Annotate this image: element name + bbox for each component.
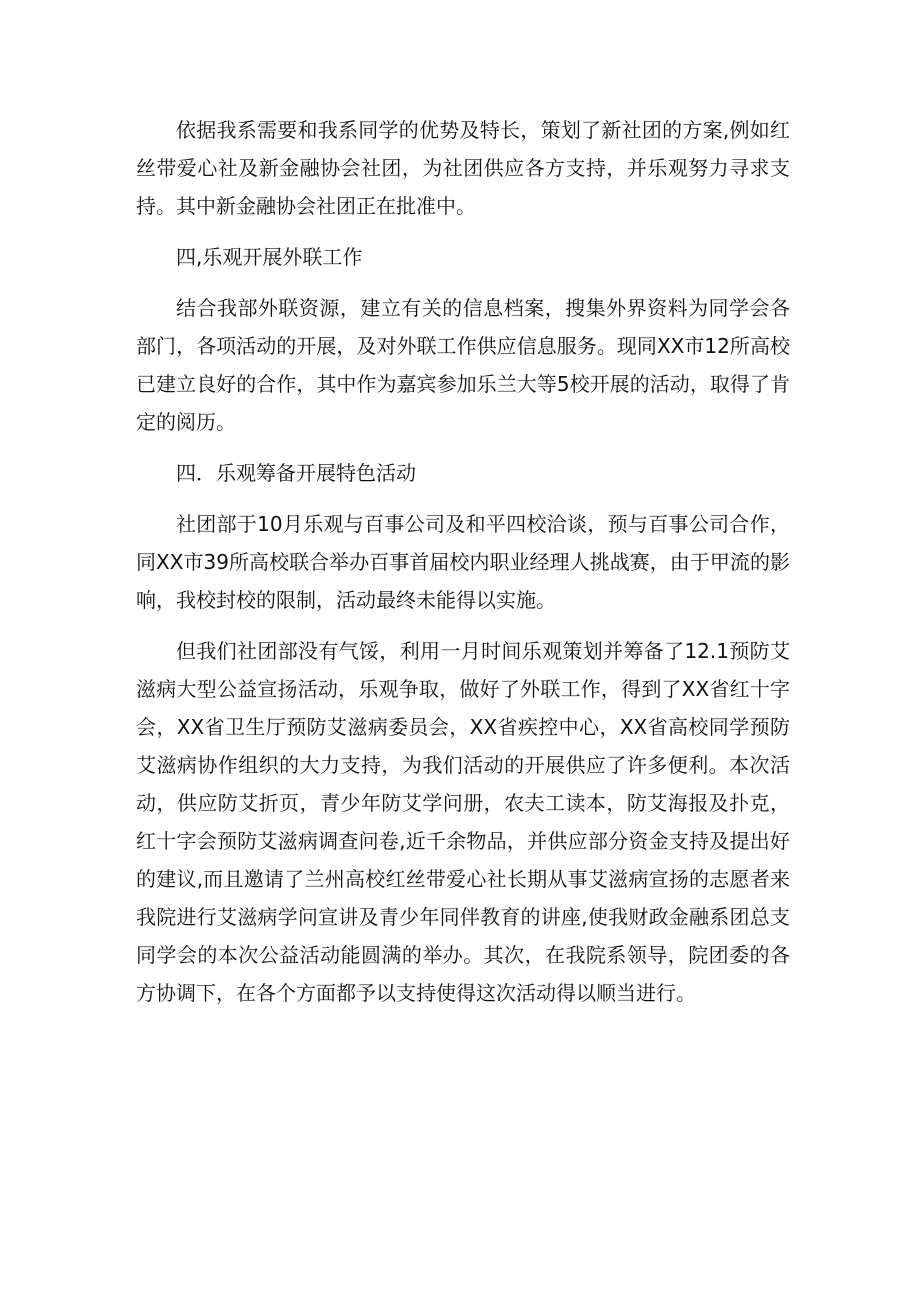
section-heading-special-activities: 四．乐观筹备开展特色活动 xyxy=(176,461,416,485)
section-heading-outreach: 四,乐观开展外联工作 xyxy=(176,245,363,269)
paragraph-pepsi-cooperation: 社团部于10月乐观与百事公司及和平四校洽谈，预与百事公司合作，同XX市39所高校联合举办百事首届校内职业经理人挑战赛，由于甲流的影响，我校封校的限制，活动最终未能得以实施。 xyxy=(136,512,790,612)
document-body xyxy=(136,111,790,1025)
paragraph-outreach-work: 结合我部外联资源，建立有关的信息档案，搜集外界资料为同学会各部门，各项活动的开展，及对外联工作供应信息服务。现同XX市12所高校已建立良好的合作，其中作为嘉宾参加乐兰大等5校开展的活动，取得了肯定的阅历。 xyxy=(136,296,790,434)
paragraph-aids-campaign: 但我们社团部没有气馁，利用一月时间乐观策划并筹备了12.1预防艾滋病大型公益宣扬活动，乐观争取，做好了外联工作，得到了XX省红十字会，XX省卫生厅预防艾滋病委员会，XX省疾控中心，XX省高校同学预防艾滋病协作组织的大力支持，为我们活动的开展供应了许多便利。本次活动，供应防艾折页，青少年防艾学问册，农夫工读本，防艾海报及扑克，红十字会预防艾滋病调查问卷,近千余物品，并供应部分资金支持及提出好的建议,而且邀请了兰州高校红丝带爱心社长期从事艾滋病宣扬的志愿者来我院进行艾滋病学问宣讲及青少年同伴教育的讲座,使我财政金融系团总支同学会的本次公益活动能圆满的举办。其次，在我院系领导，院团委的各方协调下，在各个方面都予以支持使得这次活动得以顺当进行。 xyxy=(136,639,790,1005)
paragraph-new-clubs: 依据我系需要和我系同学的优势及特长，策划了新社团的方案,例如红丝带爱心社及新金融协会社团，为社团供应各方支持，并乐观努力寻求支持。其中新金融协会社团正在批准中。 xyxy=(136,118,790,218)
